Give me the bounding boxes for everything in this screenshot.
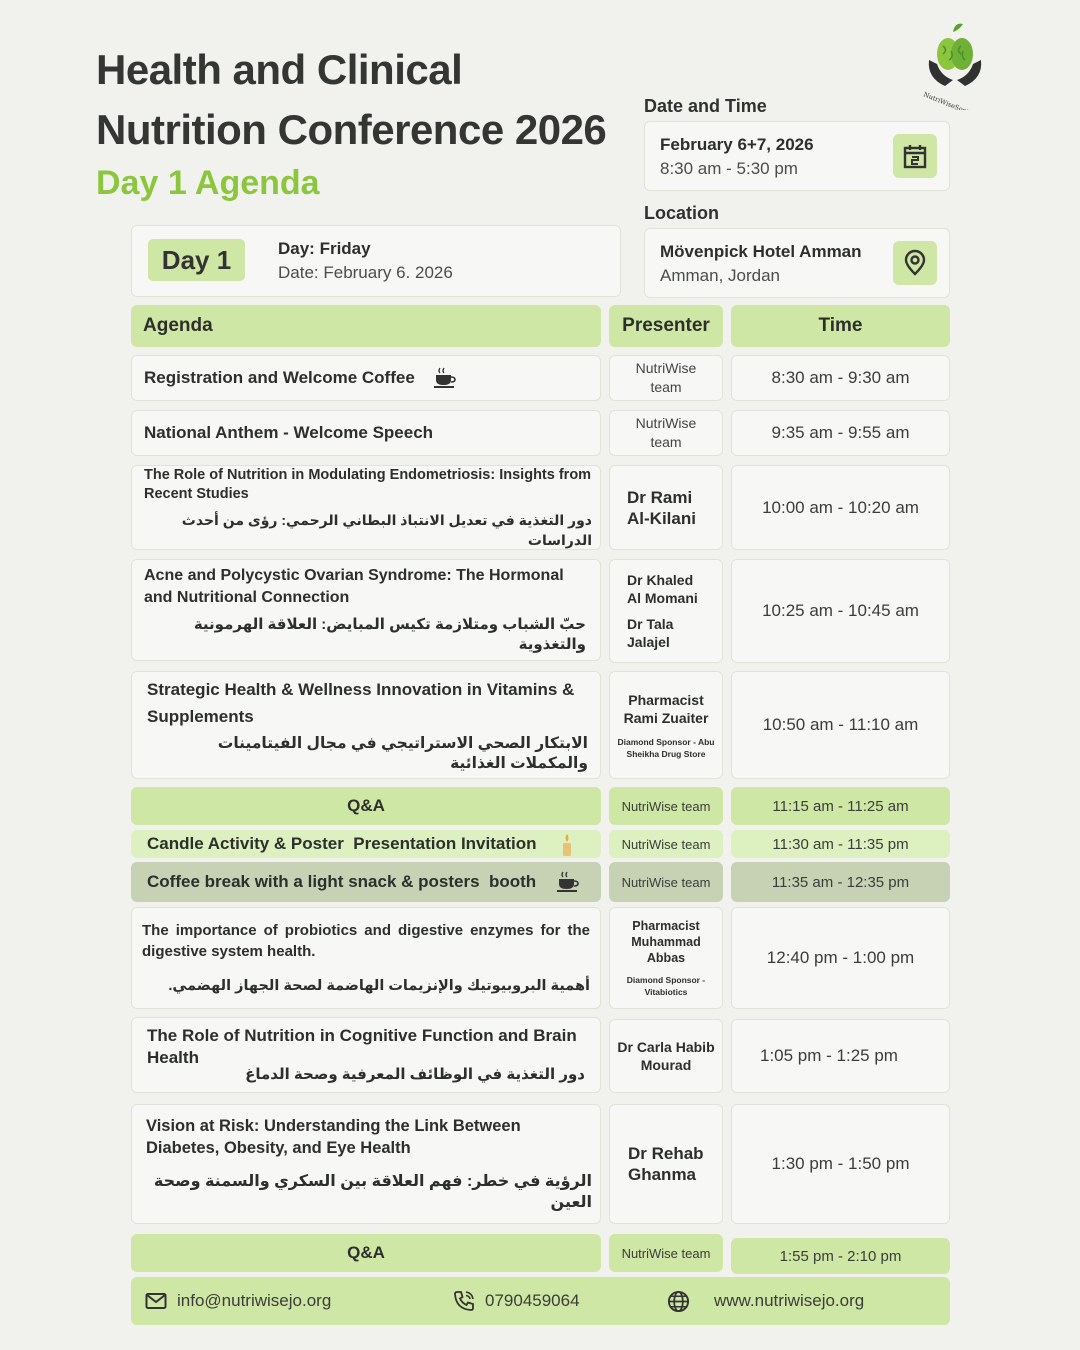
day-badge: Day 1 <box>148 239 245 281</box>
table-row-presenter: NutriWise team <box>609 830 723 858</box>
calendar-icon <box>893 134 937 178</box>
session-title: The Role of Nutrition in Modulating Endometriosis: Insights from Recent Studies <box>144 466 592 502</box>
table-row-time: 1:05 pm - 1:25 pm <box>731 1019 950 1093</box>
table-row-time: 12:40 pm - 1:00 pm <box>731 907 950 1009</box>
presenter-name: NutriWise team <box>635 415 697 450</box>
contact-footer <box>131 1277 950 1325</box>
table-row-agenda <box>131 671 601 779</box>
presenter-name: Pharmacist Muhammad Abbas <box>631 919 701 965</box>
session-title: Coffee break with a light snack & posters booth <box>147 872 537 891</box>
mail-icon <box>145 1292 167 1310</box>
location-card <box>644 228 950 298</box>
table-row-agenda <box>131 862 601 902</box>
presenter-name: Dr Khaled Al Momani <box>627 572 698 606</box>
table-row-presenter: NutriWise team <box>609 787 723 825</box>
table-row-agenda <box>131 1104 601 1224</box>
presenter-name: NutriWise team <box>635 360 697 395</box>
sponsor-label: Diamond Sponsor - Abu Sheikha Drug Store <box>617 736 715 759</box>
session-title-arabic: الرؤية في خطر: فهم العلاقة بين السكري والسمنة وصحة العين <box>153 1173 592 1211</box>
table-row-agenda <box>131 410 601 456</box>
presenter-name: Dr Carla Habib Mourad <box>617 1039 715 1073</box>
presenter-name-2: Dr Tala Jalajel <box>627 616 674 650</box>
session-title: Strategic Health & Wellness Innovation in Vitamins & Supplements <box>147 680 575 726</box>
session-title-arabic: الابتكار الصحي الاستراتيجي في مجال الفيتامينات والمكملات الغذائية <box>217 735 588 772</box>
table-row-agenda <box>131 830 601 858</box>
location-label: Location <box>644 203 719 223</box>
presenter-name: Pharmacist Rami Zuaiter <box>623 691 709 726</box>
table-row-presenter: NutriWise team <box>609 1234 723 1272</box>
time-column-header: Time <box>731 305 950 347</box>
session-title: Vision at Risk: Understanding the Link Between Diabetes, Obesity, and Eye Health <box>146 1117 521 1157</box>
session-title-arabic: حبّ الشباب ومتلازمة تكيس المبايض: العلاقة الهرمونية والتغذوية <box>193 616 586 653</box>
page-title: Health and Clinical Nutrition Conference 2026 <box>96 46 607 153</box>
date-time-card <box>644 121 950 191</box>
table-row-presenter: NutriWise team <box>609 862 723 902</box>
coffee-cup-icon <box>433 367 459 389</box>
session-title-arabic: دور التغذية في الوظائف المعرفية وصحة الدماغ <box>245 1066 585 1083</box>
presenter-name: Dr Rami Al-Kilani <box>627 487 696 528</box>
table-row-time: 10:00 am - 10:20 am <box>731 465 950 550</box>
table-row-presenter <box>609 465 723 550</box>
coffee-cup-icon <box>556 871 582 898</box>
event-date: February 6+7, 2026 <box>660 135 814 154</box>
date-time-label: Date and Time <box>644 96 767 116</box>
location-pin-icon <box>893 241 937 285</box>
session-title-arabic: أهمية البروبيوتيك والإنزيمات الهاضمة لصحة الجهاز الهضمي. <box>168 978 590 994</box>
day-name: Day: Friday <box>278 239 371 258</box>
agenda-column-header: Agenda <box>131 305 601 347</box>
page-subtitle: Day 1 Agenda <box>96 164 320 202</box>
table-row-presenter <box>609 671 723 779</box>
footer-website[interactable] <box>667 1277 864 1325</box>
session-title: The importance of probiotics and digestive enzymes for the digestive system health. <box>142 922 590 960</box>
session-title: Candle Activity & Poster Presentation Invitation <box>147 834 537 853</box>
website-text: www.nutriwisejo.org <box>714 1291 865 1310</box>
candle-icon <box>560 833 574 862</box>
session-title: Q&A <box>347 796 385 815</box>
footer-phone[interactable] <box>453 1277 580 1325</box>
table-row-agenda <box>131 1017 601 1093</box>
session-title: Registration and Welcome Coffee <box>144 368 415 387</box>
presenter-name: Dr Rehab Ghanma <box>628 1144 704 1184</box>
venue-city: Amman, Jordan <box>660 266 780 285</box>
table-row-agenda <box>131 355 601 401</box>
logo-text: NutriWiseSociety <box>922 90 979 110</box>
session-title: National Anthem - Welcome Speech <box>144 423 434 442</box>
table-row-presenter <box>609 355 723 401</box>
table-row-time: 11:30 am - 11:35 pm <box>731 830 950 858</box>
venue-name: Mövenpick Hotel Amman <box>660 242 862 261</box>
table-row-time: 11:15 am - 11:25 am <box>731 787 950 825</box>
table-row-agenda <box>131 559 601 661</box>
table-row-time: 9:35 am - 9:55 am <box>731 410 950 456</box>
table-row-agenda <box>131 1234 601 1272</box>
session-title: Acne and Polycystic Ovarian Syndrome: The Hormonal and Nutritional Connection <box>144 567 564 606</box>
table-row-time: 11:35 am - 12:35 pm <box>731 862 950 902</box>
table-row-agenda <box>131 787 601 825</box>
phone-text: 0790459064 <box>485 1291 580 1310</box>
table-row-time: 8:30 am - 9:30 am <box>731 355 950 401</box>
nutriwise-logo <box>915 20 995 110</box>
session-title: The Role of Nutrition in Cognitive Function and Brain Health <box>147 1026 577 1067</box>
phone-icon <box>453 1290 475 1312</box>
table-row-presenter <box>609 559 723 663</box>
table-row-agenda <box>131 465 601 550</box>
globe-icon <box>667 1290 690 1313</box>
table-row-time: 1:55 pm - 2:10 pm <box>731 1238 950 1274</box>
table-row-presenter <box>609 410 723 456</box>
table-row-time: 10:50 am - 11:10 am <box>731 671 950 779</box>
table-row-time: 1:30 pm - 1:50 pm <box>731 1104 950 1224</box>
email-text: info@nutriwisejo.org <box>177 1291 332 1310</box>
table-row-time: 10:25 am - 10:45 am <box>731 559 950 663</box>
event-time: 8:30 am - 5:30 pm <box>660 159 798 178</box>
session-title-arabic: دور التغذية في تعديل الانتباذ البطاني الرحمي: رؤى من أحدث الدراسات <box>181 511 592 548</box>
sponsor-label: Diamond Sponsor - Vitabiotics <box>626 975 706 997</box>
session-title: Q&A <box>347 1243 385 1262</box>
table-row-presenter <box>609 1019 723 1093</box>
table-row-presenter <box>609 1104 723 1224</box>
presenter-column-header: Presenter <box>609 305 723 347</box>
table-row-agenda <box>131 907 601 1009</box>
day-date: Date: February 6. 2026 <box>278 263 453 282</box>
footer-email[interactable] <box>145 1277 331 1325</box>
table-row-presenter <box>609 907 723 1009</box>
